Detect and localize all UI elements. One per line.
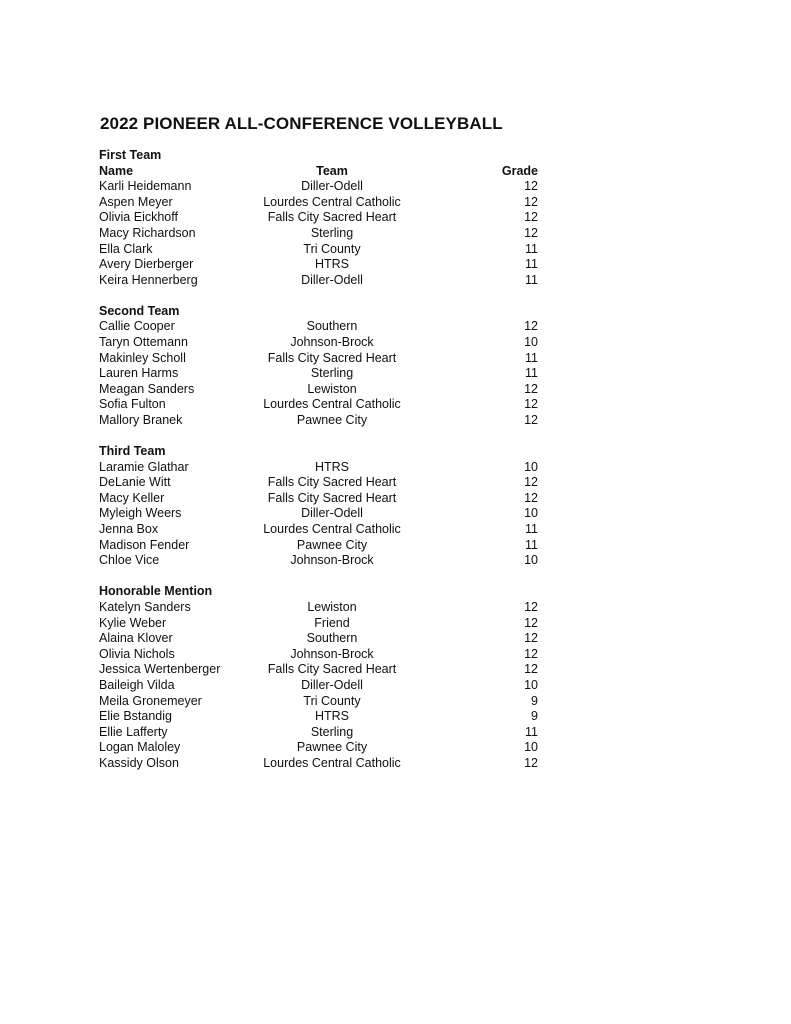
section-heading: Second Team — [99, 303, 180, 318]
player-team: Falls City Sacred Heart — [267, 210, 397, 225]
player-name: Macy Richardson — [99, 225, 196, 240]
player-team: Tri County — [303, 693, 361, 708]
player-team: Johnson-Brock — [290, 553, 374, 568]
player-row — [99, 226, 544, 242]
player-name: Meagan Sanders — [99, 381, 195, 396]
player-row — [99, 709, 544, 725]
player-row — [99, 335, 544, 351]
player-name: Laramie Glathar — [99, 459, 189, 474]
player-grade: 12 — [524, 646, 538, 661]
team-section — [99, 148, 544, 288]
player-row — [99, 553, 544, 569]
player-grade: 12 — [524, 755, 538, 770]
column-header-row — [99, 164, 544, 180]
player-row — [99, 273, 544, 289]
player-name: Jessica Wertenberger — [99, 662, 221, 677]
player-row — [99, 179, 544, 195]
player-team: Lourdes Central Catholic — [263, 397, 401, 412]
player-name: Mallory Branek — [99, 413, 183, 427]
player-grade: 11 — [525, 241, 538, 256]
player-team: HTRS — [314, 709, 350, 724]
player-grade: 10 — [524, 677, 538, 692]
player-row — [99, 600, 544, 616]
team-section — [99, 304, 544, 429]
player-team: Falls City Sacred Heart — [267, 350, 397, 365]
player-team: Southern — [306, 631, 358, 646]
player-team: Tri County — [303, 241, 361, 256]
player-team: Johnson-Brock — [290, 646, 374, 661]
player-team: Lourdes Central Catholic — [263, 755, 401, 770]
player-row — [99, 351, 544, 367]
player-row — [99, 662, 544, 678]
player-row — [99, 413, 544, 429]
section-heading: First Team — [99, 148, 162, 162]
player-name: Baileigh Vilda — [99, 677, 175, 692]
roster — [99, 148, 544, 787]
player-name: Makinley Scholl — [99, 350, 186, 365]
player-grade: 11 — [525, 522, 538, 537]
team-section — [99, 584, 544, 771]
player-grade: 12 — [524, 194, 538, 209]
player-team: Pawnee City — [296, 413, 368, 427]
player-team: Diller-Odell — [301, 506, 363, 521]
player-name: Jenna Box — [99, 522, 159, 537]
player-team: Lourdes Central Catholic — [263, 522, 401, 537]
section-heading: Third Team — [99, 444, 166, 459]
player-grade: 12 — [524, 662, 538, 677]
player-team: Diller-Odell — [301, 179, 363, 194]
player-grade: 12 — [524, 475, 538, 490]
player-team: Sterling — [310, 366, 354, 381]
player-grade: 10 — [524, 553, 538, 568]
player-grade: 12 — [524, 225, 538, 240]
player-row — [99, 366, 544, 382]
player-row — [99, 522, 544, 538]
player-row — [99, 257, 544, 273]
player-grade: 12 — [524, 381, 538, 396]
column-header-name: Name — [99, 163, 134, 178]
page-title: 2022 PIONEER ALL-CONFERENCE VOLLEYBALL — [100, 114, 503, 133]
player-team: Diller-Odell — [301, 272, 363, 287]
player-name: Taryn Ottemann — [99, 335, 188, 350]
player-name: Callie Cooper — [99, 319, 175, 334]
player-name: Ellie Lafferty — [99, 724, 168, 739]
player-name: DeLanie Witt — [99, 475, 171, 490]
player-grade: 11 — [525, 272, 538, 287]
player-row — [99, 647, 544, 663]
player-row — [99, 631, 544, 647]
player-team: Falls City Sacred Heart — [267, 490, 397, 505]
player-grade: 12 — [524, 319, 538, 334]
player-grade: 12 — [524, 210, 538, 225]
player-name: Karli Heidemann — [99, 179, 192, 194]
player-grade: 11 — [525, 537, 538, 552]
player-row — [99, 491, 544, 507]
player-name: Logan Maloley — [99, 740, 181, 755]
player-name: Chloe Vice — [99, 553, 160, 568]
player-grade: 12 — [524, 615, 538, 630]
player-grade: 11 — [525, 724, 538, 739]
player-name: Madison Fender — [99, 537, 190, 552]
player-grade: 9 — [531, 709, 538, 724]
player-row — [99, 460, 544, 476]
player-row — [99, 475, 544, 491]
player-row — [99, 616, 544, 632]
player-name: Meila Gronemeyer — [99, 693, 202, 708]
player-name: Sofia Fulton — [99, 397, 166, 412]
player-grade: 11 — [525, 366, 538, 381]
player-name: Lauren Harms — [99, 366, 179, 381]
player-name: Myleigh Weers — [99, 506, 182, 521]
player-name: Alaina Klover — [99, 631, 173, 646]
player-name: Olivia Nichols — [99, 646, 175, 661]
player-name: Kassidy Olson — [99, 755, 179, 770]
player-row — [99, 195, 544, 211]
player-team: Lewiston — [307, 381, 357, 396]
player-grade: 12 — [524, 599, 538, 614]
player-name: Avery Dierberger — [99, 257, 194, 272]
player-team: Sterling — [310, 724, 354, 739]
player-row — [99, 242, 544, 258]
player-row — [99, 538, 544, 554]
player-grade: 12 — [524, 413, 538, 427]
player-name: Elie Bstandig — [99, 709, 172, 724]
player-team: HTRS — [314, 459, 350, 474]
player-row — [99, 740, 544, 756]
player-name: Macy Keller — [99, 490, 165, 505]
section-heading: Honorable Mention — [99, 584, 213, 599]
player-row — [99, 382, 544, 398]
player-grade: 12 — [524, 631, 538, 646]
player-row — [99, 397, 544, 413]
player-row — [99, 694, 544, 710]
player-name: Olivia Eickhoff — [99, 210, 178, 225]
player-team: HTRS — [314, 257, 350, 272]
player-team: Falls City Sacred Heart — [267, 662, 397, 677]
player-row — [99, 678, 544, 694]
team-section — [99, 444, 544, 569]
player-team: Pawnee City — [296, 740, 368, 755]
player-team: Friend — [314, 615, 350, 630]
player-grade: 9 — [531, 693, 538, 708]
player-row — [99, 756, 544, 772]
player-name: Katelyn Sanders — [99, 599, 191, 614]
player-name: Aspen Meyer — [99, 194, 173, 209]
player-grade: 11 — [525, 350, 538, 365]
column-header-team: Team — [316, 163, 348, 178]
player-name: Kylie Weber — [99, 615, 167, 630]
player-team: Lourdes Central Catholic — [263, 194, 401, 209]
player-grade: 10 — [524, 459, 538, 474]
player-grade: 10 — [524, 335, 538, 350]
player-grade: 12 — [524, 179, 538, 194]
player-row — [99, 506, 544, 522]
player-team: Lewiston — [307, 599, 357, 614]
player-grade: 10 — [524, 740, 538, 755]
player-row — [99, 210, 544, 226]
player-team: Southern — [306, 319, 358, 334]
player-team: Falls City Sacred Heart — [267, 475, 397, 490]
player-grade: 12 — [524, 397, 538, 412]
player-grade: 12 — [524, 490, 538, 505]
player-grade: 11 — [525, 257, 538, 272]
player-row — [99, 319, 544, 335]
player-grade: 10 — [524, 506, 538, 521]
player-team: Pawnee City — [296, 537, 368, 552]
column-header-grade: Grade — [501, 163, 538, 178]
player-team: Diller-Odell — [301, 677, 363, 692]
player-name: Keira Hennerberg — [99, 272, 198, 287]
player-team: Johnson-Brock — [290, 335, 374, 350]
player-team: Sterling — [310, 225, 354, 240]
player-name: Ella Clark — [99, 241, 153, 256]
player-row — [99, 725, 544, 741]
